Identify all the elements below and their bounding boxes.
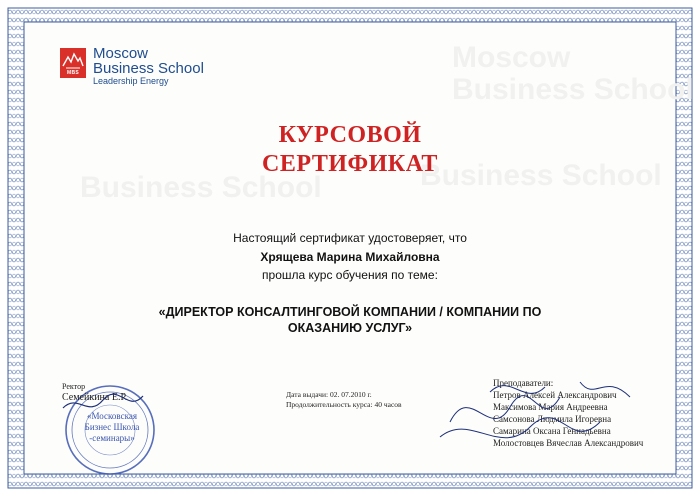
school-logo xyxy=(60,46,204,86)
completed-text: прошла курс обучения по теме: xyxy=(262,268,438,282)
teacher-name: Максимова Мария Андреевна xyxy=(493,402,608,412)
issue-date: Дата выдачи: 02. 07.2010 г. xyxy=(286,390,372,399)
rector-name: Семейкина Е.Р. xyxy=(62,392,128,403)
certificate-title-line-2: СЕРТИФИКАТ xyxy=(262,151,438,177)
watermark-text: Business School xyxy=(80,171,322,204)
course-title xyxy=(150,304,550,336)
watermark-text: Business School xyxy=(420,159,662,192)
teacher-name: Самсонова Людмила Игоревна xyxy=(493,414,612,424)
course-title-line-1: «ДИРЕКТОР КОНСАЛТИНГОВОЙ КОМПАНИИ / КОМПАНИИ ПО xyxy=(158,305,542,319)
logo-line-1: Moscow xyxy=(93,45,149,62)
rector-signature xyxy=(58,388,148,428)
course-duration: Продолжительность курса: 40 часов xyxy=(286,400,402,409)
certificate-title-line-1: КУРСОВОЙ xyxy=(278,122,422,148)
logo-line-2: Business School xyxy=(93,60,204,77)
watermark-text: Moscow Business School xyxy=(452,41,694,106)
certifies-text: Настоящий сертификат удостоверяет, что xyxy=(233,231,467,245)
rector-label: Ректор xyxy=(62,382,86,391)
teachers-signatures xyxy=(430,362,650,462)
logo-tagline: Leadership Energy xyxy=(93,76,169,86)
logo-mark-icon xyxy=(60,48,86,78)
teachers-label: Преподаватели: xyxy=(493,378,554,388)
teacher-name: Петров Алексей Александрович xyxy=(493,390,617,400)
stamp-text: «Московская Бизнес Школа -семинары» xyxy=(84,411,140,443)
recipient-name: Хрящева Марина Михайловна xyxy=(260,250,440,264)
teacher-name: Самарина Оксана Геннадьевна xyxy=(493,426,611,436)
logo-abbr: MBS xyxy=(66,70,79,76)
course-title-line-2: ОКАЗАНИЮ УСЛУГ» xyxy=(287,321,413,335)
teacher-name: Молостовцев Вячеслав Александрович xyxy=(493,438,644,448)
